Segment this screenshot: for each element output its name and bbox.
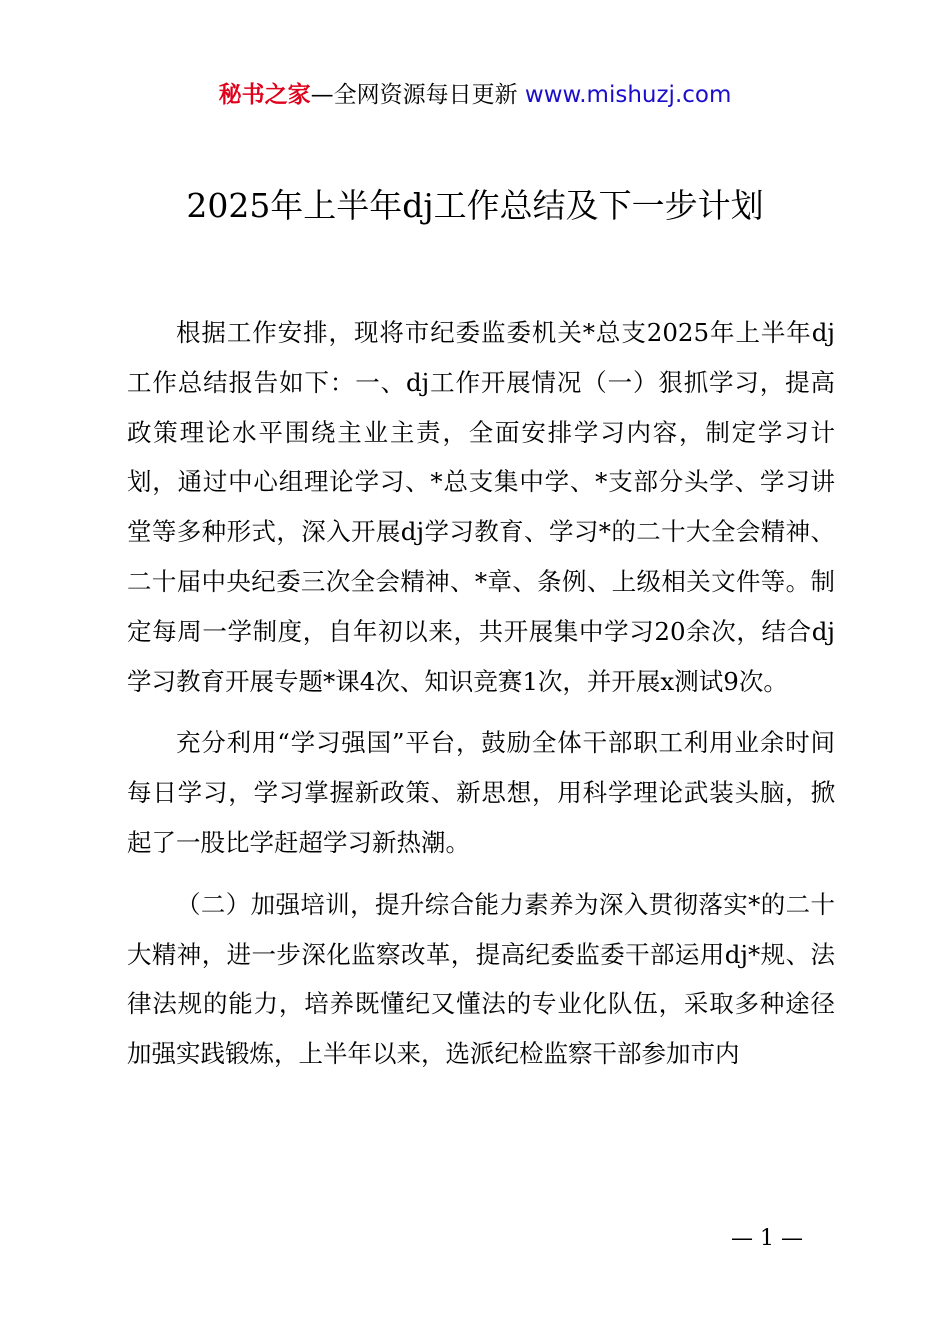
- document-body: [127, 308, 835, 1079]
- site-brand-name: 秘书之家: [218, 82, 311, 108]
- document-title: 2025年上半年dj工作总结及下一步计划: [186, 186, 764, 225]
- body-paragraph-1: 根据工作安排，现将市纪委监委机关*总支2025年上半年dj工作总结报告如下：一、dj工作开展情况（一）狠抓学习，提高政策理论水平围绕主业主责，全面安排学习内容，制定学习计划，通过中心组理论学习、*总支集中学、*支部分头学、学习讲堂等多种形式，深入开展dj学习教育、学习*的二十大全会精神、二十届中央纪委三次全会精神、*章、条例、上级相关文件等。制定每周一学制度，自年初以来，共开展集中学习20余次，结合dj学习教育开展专题*课4次、知识竞赛1次，并开展x测试9次。: [127, 318, 835, 696]
- body-paragraph-2: 充分利用“学习强国”平台，鼓励全体干部职工利用业余时间每日学习，学习掌握新政策、新思想，用科学理论武装头脑，掀起了一股比学赶超学习新热潮。: [127, 728, 835, 857]
- site-tagline: —全网资源每日更新: [310, 82, 518, 108]
- page-number: — 1 —: [731, 1226, 803, 1251]
- site-header-banner: [0, 78, 950, 112]
- site-url-link[interactable]: www.mishuzj.com: [517, 82, 732, 108]
- body-paragraph-3: （二）加强培训，提升综合能力素养为深入贯彻落实*的二十大精神，进一步深化监察改革，提高纪委监委干部运用dj*规、法律法规的能力，培养既懂纪又懂法的专业化队伍，采取多种途径加强实践锻炼，上半年以来，选派纪检监察干部参加市内: [127, 889, 835, 1069]
